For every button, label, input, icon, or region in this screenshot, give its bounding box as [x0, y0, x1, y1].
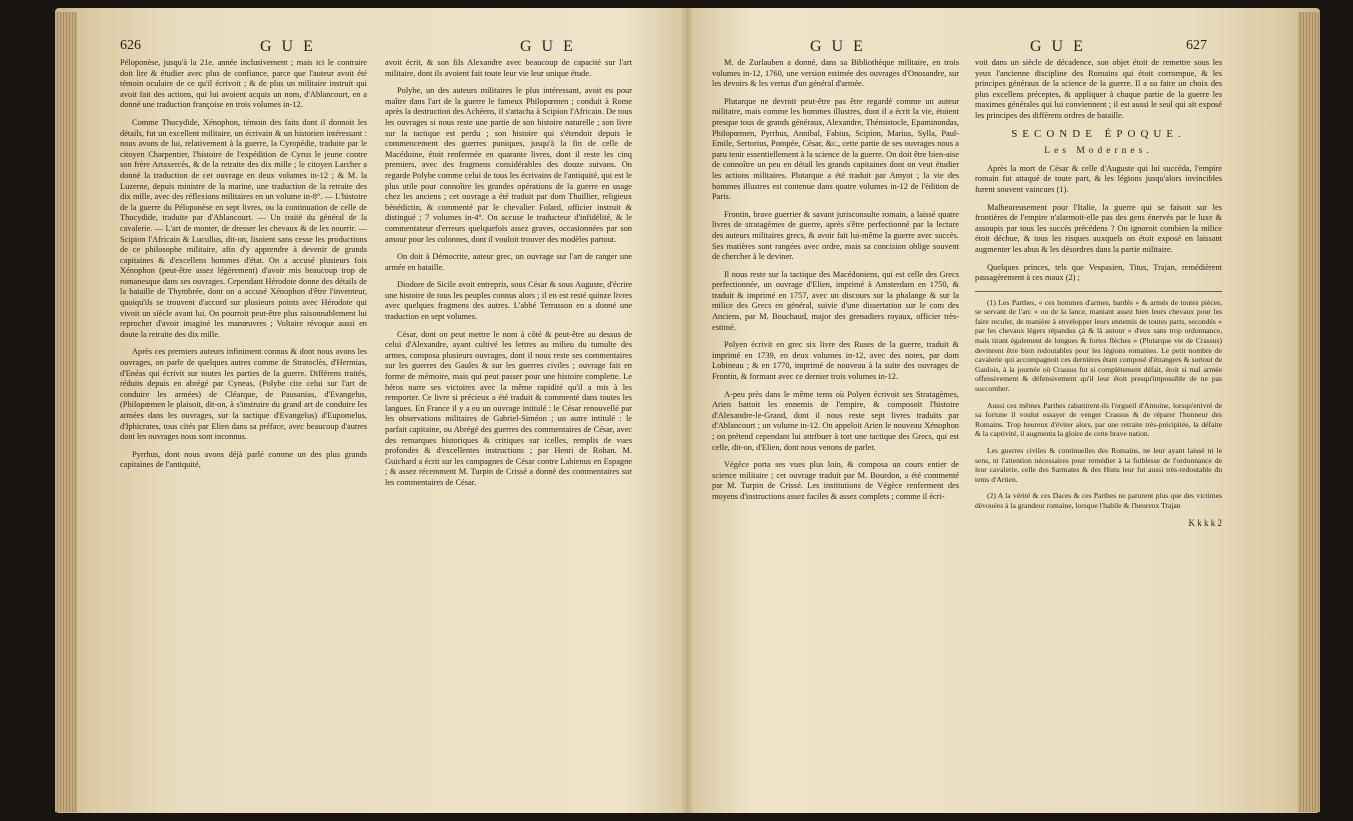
- page-number: 627: [1186, 38, 1207, 53]
- signature-mark: K k k k 2: [1188, 517, 1222, 528]
- running-head-left: G U E: [810, 38, 866, 55]
- paragraph: A-peu près dans le même tems où Polyen écrivoit ses Stratagèmes, Arien battoit les ennemis de l'empire, & composoit l'histoire d'Alexandre-le-Grand, dont il nous reste sept livres traduits par d'Ablancourt ; un volume in-12. On appeloit Arien le nouveau Xénophon ; on prétend cependant lui attribuer à tort une tactique des Grecs, qui est celle, dit-on, d'Elien, dont nous venons de parler.: [712, 389, 959, 452]
- page-number: 626: [120, 38, 141, 53]
- paragraph: Quelques princes, tels que Vespasien, Titus, Trajan, remédièrent passagèrement à ces maux (2) ;: [975, 262, 1222, 283]
- section-title: SECONDE ÉPOQUE.: [1011, 127, 1186, 140]
- paragraph: Diodore de Sicile avoit entrepris, sous César & sous Auguste, d'écrire une histoire de tous les peuples connus alors ; il en est resté quinze livres avec quelques fragmens des autres. L'abbé Terrasson en a donné une traduction en sept volumes.: [385, 280, 632, 322]
- left-page: [120, 30, 670, 487]
- paragraph: Plutarque ne devroit peut-être pas être regardé comme un auteur militaire, mais comme les hommes illustres, dont il a écrit la vie, étoient presque tous de grands généraux, Alexandre, Thémistocle, Epaminondas, Philopœmen, Pyrrhus, Annibal, Fabius, Scipion, Marius, Sylla, Paul-Emile, Sertorius, Pompée, César, &c., cette partie de ses ouvrages nous a paru tenir essentiellement à la science de la guerre. On doit être bien-aise de connoître un peu en détail les grands capitaines dont on veut étudier les actions militaires. Plutarque a été traduit par Amyot ; la vie des hommes illustres est contenue dans quatre volumes in-12 de l'édition de Paris.: [712, 96, 959, 202]
- footnote: Aussi ces mêmes Parthes rabattirent-ils l'orgueil d'Antoine, lorsqu'enivré de sa fortune il voulut essayer de venger Crassus & de réparer l'honneur des Romains. Trop heureux d'éviter alors, par une retraite très-précipitée, la défaite & la captivité, il augmenta la gloire de cette brave nation.: [975, 400, 1222, 439]
- footnote: Les guerres civiles & continuelles des Romains, ne leur ayant laissé ni le sens, ni l'attention nécessaires pour remédier à la foiblesse de l'ordonnance de leur cavalerie, celle des Sarmates & des Huns leur fut aussi très-redoutable du tems d'Artien.: [975, 446, 1222, 484]
- footnote-divider: [975, 291, 1222, 292]
- left-page-header: [120, 30, 670, 56]
- page-edges-right: [1298, 12, 1320, 812]
- paragraph: Frontin, brave guerrier & savant jurisconsulte romain, a laissé quatre livres de stratagèmes de guerre, après s'être perfectionné par la lecture des auteurs militaires grecs, & avoir fait lui-même la guerre avec succès. Ses matières sont rangées avec ordre, mais sa concision oblige souvent de chercher à le deviner.: [712, 209, 959, 262]
- paragraph: Malheureusement pour l'Italie, la guerre qui se faisoit sur les frontières de l'empire n'alarmoit-elle pas des gens énervés par le luxe & assoupis par tous les succès précédens ? On ignoroit combien la milice étoit déchue, & tous les risques auxquels on étoit exposé en laissant augmenter les abus & les désordres dans la partie militaire.: [975, 202, 1222, 254]
- paragraph: Polybe, un des auteurs militaires le plus intéressant, avoit eu pour maître dans l'art de la guerre le fameux Philopœmen ; conduit à Rome après la destruction des Achéens, il s'attacha à Scipion l'Africain. De tous les ouvrages si nous reste une partie de son histoire naturelle ; son livre sur la tactique est perdu ; son histoire qui s'étendoit depuis le commencement des guerres puniques, jusqu'à la fin de celle de Macédoine, étoit renfermée en quarante livres, dont il reste les cinq premiers, avec des fragmens considérables des douze suivans. On regarde Polybe comme celui de tous les écrivains de l'antiquité, qui est le plus utile pour connoître les grandes opérations de la guerre en usage chez les anciens ; cet ouvrage a été traduit par dom Thuillier, religieux bénédictin, & commenté par le chevalier Folard, officier instruit & distingué ; 7 volumes in-4°. On accuse le traducteur d'infidélité, & le commentateur d'erreurs quelquefois assez graves, occasionnées par son amour pour les colonnes, dont il vouloit trouver des modèles partout.: [385, 86, 632, 244]
- paragraph: voit dans un siècle de décadence, son objet étoit de remettre sous les yeux l'ancienne discipline des Romains qui étoit corrompue, & les principes généraux de la science de la guerre. Il a su faire un choix des plus excellens préceptes, & appliquer à chaque partie de la guerre les maximes générales qui lui conviennent ; il est aussi le seul qui ait exposé les principes des différens ordres de bataille.: [975, 58, 1222, 120]
- paragraph: Il nous reste sur la tactique des Macédoniens, qui est celle des Grecs perfectionnée, un ouvrage d'Elien, imprimé à Amsterdam en 1750, & traduit & imprimé en 1757, avec un discours sur la phalange & sur la milice des Grecs en général, suivie d'une dissertation sur le com des Anciens, par M. Bouchaud, major des grenadiers royaux, officier très-estimé.: [712, 269, 959, 332]
- left-column-1: [120, 58, 367, 478]
- running-head-left: G U E: [260, 38, 316, 55]
- paragraph: Après la mort de César & celle d'Auguste qui lui succéda, l'empire romain fut attaqué de toute part, & les légions jusqu'alors invincibles furent souvent vaincues (1).: [975, 163, 1222, 194]
- paragraph: Après ces premiers auteurs infiniment connus & dont nous avons les ouvrages, on parle de quelques autres comme de Stratoclès, d'Hermias, d'Enéas qui écrivit sur toutes les parties de la guerre. Différens traités, réduits depuis en abrégé par Cyneas, (Polybe cite celui sur l'art de conduire les armées) de Cléarque, de Pausanias, d'Evangelus, (Philopœmen le plaisoit, dit-on, à s'instruire du grand art de conduire les armées dans les ouvrages, sur la tactique d'Evangelus) d'Eupomelus, d'Iphicrates, tous cités par Elien dans sa préface, avec beaucoup d'autres dont les ouvrages nous sont inconnus.: [120, 347, 367, 442]
- footnote: (2) A la vérité & ces Daces & ces Parthes ne parurent plus que des victimes dévouées à la grandeur romaine, lorsque l'habile & l'heureux Trajan: [975, 491, 1222, 510]
- running-head-right: G U E: [1030, 38, 1086, 55]
- right-page-header: [700, 30, 1220, 56]
- paragraph: Végèce porta ses vues plus loin, & composa un cours entier de science militaire ; cet ouvrage traduit par M. Bourdon, a été commenté par M. Turpin de Crissé. Les institutions de Végèce renferment des moyens d'instructions assez faciles & assez complets ; comme il écri-: [712, 460, 959, 501]
- paragraph: Péloponèse, jusqu'à la 21e. année inclusivement ; mais ici le contraire doit lire & étudier avec plus de confiance, parce que l'auteur avoit été témoin oculaire de ce qu'il écrivoit ; & de plus un militaire instruit qui avoit fait des actions, qui lui avoient acquis un nom, d'Ablancourt, en a donné une traduction françoise en trois volumes in-12.: [120, 58, 367, 110]
- paragraph: Polyen écrivit en grec six livre des Ruses de la guerre, traduit & imprimé en 1739, en deux volumes in-12, avec des notes, par dom Lobineau ; & en 1770, imprimé de nouveau à la suite des ouvrages de Frontin, & formant avec ce dernier trois volumes in-12.: [712, 340, 959, 382]
- paragraph: Comme Thucydide, Xénophon, témoin des faits dont il donnoit les détails, fut un excellent militaire, un écrivain & un historien intéressant : nous avons de lui, relativement à la guerre, la Cyropédie, traduite par le citoyen Charpentier, l'histoire de l'expédition de Cyrus le jeune contre son frère Artaxercès, & de la retraite des dix mille ; le citoyen Larcher a donné la traduction de cet ouvrage en deux volumes in-12 ; & M. la Luzerne, depuis ministre de la marine, une traduction de la retraite des dix mille, avec des réflexions militaires en un volume in-8°. — L'histoire de la guerre du Péloponèse en sept livres, ou la continuation de celle de Thucydide, traduite par d'Ablancourt. — Un traité du général de la cavalerie. — L'art de monter, de dresser les chevaux & de les nourrir. — Scipion l'Africain & Lucullus, dit-on, lisoient sans cesse les productions de ce philosophe militaire, afin d'y apprendre à devenir de grands capitaines & d'excellens hommes d'état. On a accusé plusieurs fois Xénophon (peut-être assez légèrement) d'avoir mis beaucoup trop de romanesque dans ses ouvrages. Cependant Hérodote donne des détails de la bataille de Thymbrée, dont on a accusé Xénophon d'être l'inventeur, quoiqu'ils se trouvent d'accord sur plusieurs points avec Hérodote qui vivoit un siècle avant lui. On pourroit peut-être plus raisonnablement lui reprocher d'avoir imaginé les manœuvres ; Voltaire révoque aussi en doute la retraite des dix mille.: [120, 117, 367, 339]
- subsection-title: Les Modernes.: [1044, 146, 1153, 157]
- paragraph: avoit écrit, & son fils Alexandre avec beaucoup de capacité sur l'art militaire, dont ils avoient fait toute leur vie leur unique étude.: [385, 58, 632, 78]
- paragraph: M. de Zurlauben a donné, dans sa Bibliothèque militaire, en trois volumes in-12, 1760, une version estimée des ouvrages d'Onosandre, sur les devoirs & les vertus d'un général d'armée.: [712, 58, 959, 89]
- paragraph: César, dont on peut mettre le nom à côté & peut-être au dessus de celui d'Alexandre, ayant cultivé les lettres au milieu du tumulte des armes, composa plusieurs ouvrages, dont il nous reste ses commentaires sur les guerres des Gaules & sur les guerres civiles ; ouvrage fait en forme de mémoire, mais qui peut passer pour une histoire complette. Le héros narre ses victoires avec la même rapidité qu'il a mis à les remporter. Ce livre si précieux a été traduit & commenté dans toutes les langues. En France il y a eu un ouvrage intitulé : le César renouvellé par les observations militaires de Gabriel-Siméon ; un autre intitulé : le parfait capitaine, ou Abrégé des guerres des commentaires de César, avec des remarques historiques & critiques sur icelles, remplis de vues profondes & d'excellentes instructions ; par Henri de Rohan. M. Guichard a écrit sur les campagnes de César contre Labienus en Espagne ; & assez récemment M. Turpin de Crissé a donné des commentaires sur les commentaires de César.: [385, 329, 632, 487]
- running-head-right: G U E: [520, 38, 576, 55]
- paragraph: On doit à Démocrite, auteur grec, un ouvrage sur l'art de ranger une armée en bataille.: [385, 252, 632, 272]
- right-column-2: [975, 58, 1222, 535]
- footnote: (1) Les Parthes, « ces hommes d'armes, bardés » & armés de toutes pièces, se servant de l'arc » ou de la lance, maniant assez bien leurs chevaux pour les faire reculer, de manière à envelopper leurs ennemis de toutes parts, secondés » par les chevaux légers répandus çà & là autour » d'eux sans trop ordonnance, mais tirant également de longues & fortes flèches » (Plutarque vie de Crassus) devinrent être bien redoutables pour les légions romaines. Le petit nombre de cavalerie qui accompagnoit ces dernières étant composé d'étrangers & surtout de Gaulois, à la journée où Crassus fut si complètement défait, étoit si mal armée offensivement & défensivement qu'il leur étoit presqu'impossible de ne pas succomber.: [975, 297, 1222, 394]
- right-column-1: [712, 58, 959, 510]
- right-page: [700, 30, 1222, 528]
- page-edges-left: [55, 12, 77, 812]
- left-column-2: [385, 58, 632, 496]
- paragraph: Pyrrhus, dont nous avons déjà parlé comme un des plus grands capitaines de l'antiquité,: [120, 449, 367, 470]
